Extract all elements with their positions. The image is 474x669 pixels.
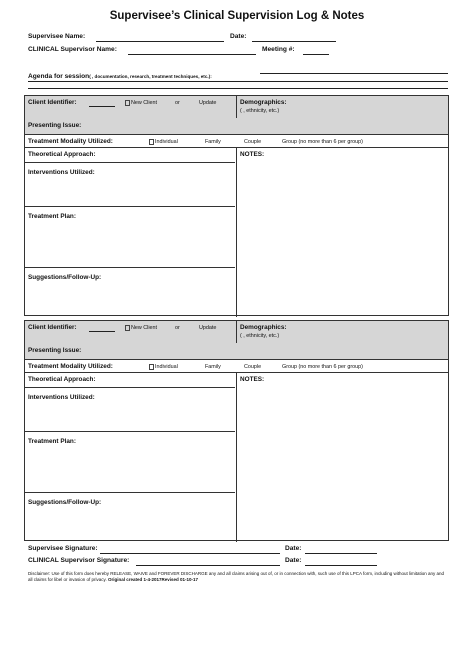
demographics-label: Demographics: bbox=[240, 99, 287, 106]
new-client-text: New Client bbox=[130, 100, 158, 107]
disclaimer-text: Use of this form does hereby RELEASE, WAIVE and FOREVER DISCHARGE any and all claims arising out of, or in connection with, such use of this LPCA form, including without limitation any and all claims for libel or invasion of privacy. bbox=[28, 571, 445, 582]
treatment-modality-label: Treatment Modality Utilized: bbox=[28, 363, 113, 370]
divider bbox=[25, 162, 235, 163]
or-text: or bbox=[175, 325, 180, 331]
supervisee-signature-label: Supervisee Signature: bbox=[28, 545, 98, 552]
individual-text: Individual bbox=[154, 139, 178, 146]
new-client-checkbox[interactable] bbox=[125, 325, 130, 331]
new-client-text: New Client bbox=[130, 325, 158, 332]
individual-checkbox[interactable] bbox=[149, 139, 154, 145]
client-identifier-label: Client Identifier: bbox=[28, 324, 77, 331]
divider bbox=[236, 147, 237, 317]
treatment-plan-label: Treatment Plan: bbox=[28, 213, 76, 220]
client-identifier-label: Client Identifier: bbox=[28, 99, 77, 106]
divider bbox=[236, 96, 237, 118]
divider bbox=[236, 321, 237, 343]
date-label: Date: bbox=[230, 33, 247, 40]
demographics-hint: ( , ethnicity, etc.) bbox=[240, 108, 280, 114]
signature-date-label: Date: bbox=[285, 545, 302, 552]
clinical-supervisor-name-label: CLINICAL Supervisor Name: bbox=[28, 46, 117, 53]
presenting-issue-row bbox=[25, 118, 448, 134]
suggestions-follow-up-label: Suggestions/Follow-Up: bbox=[28, 274, 102, 281]
divider bbox=[236, 372, 237, 542]
presenting-issue-row bbox=[25, 343, 448, 359]
signature-date-field-2[interactable] bbox=[305, 565, 377, 566]
meeting-number-field[interactable] bbox=[303, 54, 329, 55]
treatment-plan-label: Treatment Plan: bbox=[28, 438, 76, 445]
page-title: Supervisee’s Clinical Supervision Log & Notes bbox=[109, 10, 365, 22]
interventions-utilized-label: Interventions Utilized: bbox=[28, 394, 95, 401]
client-log-section-2 bbox=[24, 320, 449, 541]
group-option[interactable]: Group (no more than 6 per group) bbox=[282, 139, 363, 145]
date-field[interactable] bbox=[252, 41, 336, 42]
new-client-option[interactable] bbox=[125, 100, 157, 106]
meeting-number-label: Meeting #: bbox=[262, 46, 295, 53]
individual-option[interactable] bbox=[149, 139, 178, 145]
demographics-hint: ( , ethnicity, etc.) bbox=[240, 333, 280, 339]
supervisee-name-field[interactable] bbox=[96, 41, 224, 42]
couple-option[interactable]: Couple bbox=[244, 139, 262, 145]
agenda-line-1[interactable] bbox=[260, 73, 448, 74]
agenda-hint: ( , documentation, research, treatment techniques, etc.): bbox=[89, 74, 212, 79]
divider bbox=[25, 387, 235, 388]
individual-checkbox[interactable] bbox=[149, 364, 154, 370]
or-text: or bbox=[175, 100, 180, 106]
individual-option[interactable] bbox=[149, 364, 178, 370]
client-log-section-1 bbox=[24, 95, 449, 316]
clinical-supervisor-signature-label: CLINICAL Supervisor Signature: bbox=[28, 557, 130, 564]
notes-label: NOTES: bbox=[240, 376, 265, 383]
couple-option[interactable]: Couple bbox=[244, 364, 262, 370]
supervisee-name-label: Supervisee Name: bbox=[28, 33, 86, 40]
divider bbox=[25, 267, 235, 268]
disclaimer-prefix: Disclaimer: bbox=[28, 571, 51, 576]
clinical-supervisor-signature-field[interactable] bbox=[136, 565, 280, 566]
signature-date-field[interactable] bbox=[305, 553, 377, 554]
signature-date-label-2: Date: bbox=[285, 557, 302, 564]
family-option[interactable]: Family bbox=[205, 364, 221, 370]
agenda-line-3[interactable] bbox=[28, 88, 448, 89]
interventions-utilized-label: Interventions Utilized: bbox=[28, 169, 95, 176]
suggestions-follow-up-label: Suggestions/Follow-Up: bbox=[28, 499, 102, 506]
update-option[interactable]: Update bbox=[199, 325, 217, 331]
divider bbox=[25, 359, 448, 360]
client-identifier-field[interactable] bbox=[89, 331, 115, 332]
original-created-note: Original created 1-4-2017Revised 01-10-17 bbox=[107, 577, 199, 582]
theoretical-approach-label: Theoretical Approach: bbox=[28, 151, 96, 158]
divider bbox=[25, 431, 235, 432]
agenda-line-2[interactable] bbox=[28, 81, 448, 82]
treatment-modality-label: Treatment Modality Utilized: bbox=[28, 138, 113, 145]
group-option[interactable]: Group (no more than 6 per group) bbox=[282, 364, 363, 370]
presenting-issue-label: Presenting Issue: bbox=[28, 122, 82, 129]
notes-label: NOTES: bbox=[240, 151, 265, 158]
agenda-label: Agenda for session bbox=[28, 73, 90, 80]
divider bbox=[25, 206, 235, 207]
presenting-issue-label: Presenting Issue: bbox=[28, 347, 82, 354]
client-identifier-field[interactable] bbox=[89, 106, 115, 107]
demographics-label: Demographics: bbox=[240, 324, 287, 331]
family-option[interactable]: Family bbox=[205, 139, 221, 145]
divider bbox=[25, 134, 448, 135]
supervisee-signature-field[interactable] bbox=[100, 553, 280, 554]
clinical-supervisor-name-field[interactable] bbox=[128, 54, 256, 55]
new-client-option[interactable] bbox=[125, 325, 157, 331]
divider bbox=[25, 492, 235, 493]
update-option[interactable]: Update bbox=[199, 100, 217, 106]
theoretical-approach-label: Theoretical Approach: bbox=[28, 376, 96, 383]
individual-text: Individual bbox=[154, 364, 178, 371]
disclaimer bbox=[28, 571, 448, 583]
new-client-checkbox[interactable] bbox=[125, 100, 130, 106]
